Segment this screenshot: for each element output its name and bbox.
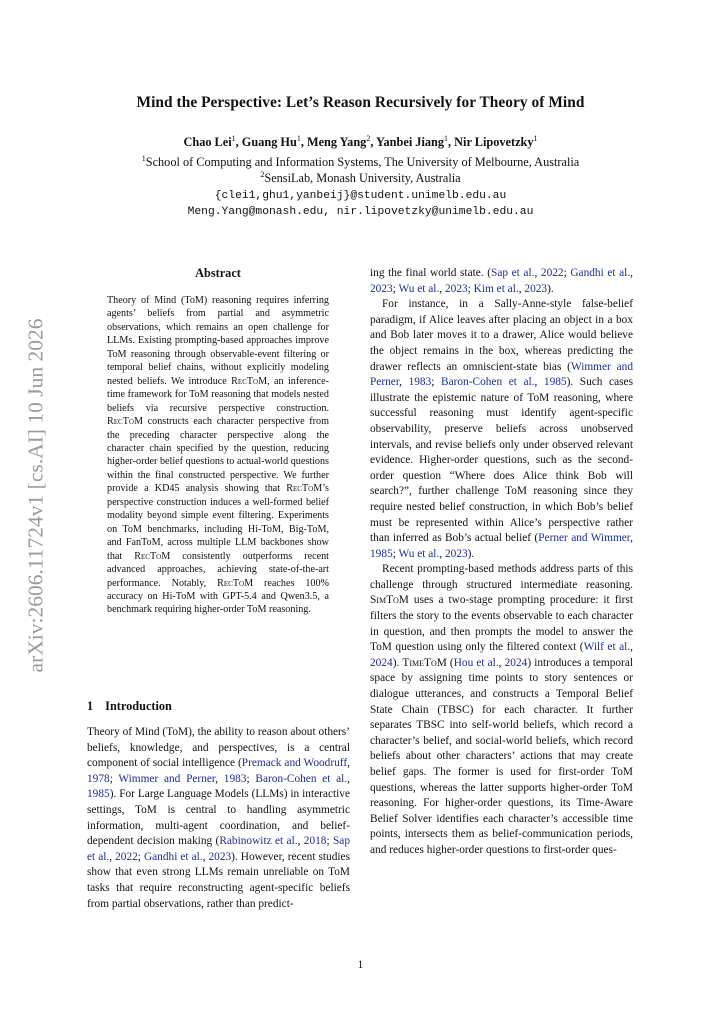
text-run: , xyxy=(439,547,445,560)
affiliation: $^1$School of Computing and Information Systems, The University of Melbourne, Australia xyxy=(141,153,580,169)
text-run: Theory of Mind (ToM), the ability to reason about others’ beliefs, knowledge, and perspectives, is a central component of social intelligence ( xyxy=(87,726,350,770)
text-run: , xyxy=(215,772,224,785)
citation-link[interactable]: Wilf et al. xyxy=(583,641,631,654)
text-run: , xyxy=(630,641,634,654)
text-run: , xyxy=(518,282,525,295)
text-run: ( xyxy=(446,656,454,669)
text-run: , xyxy=(439,282,445,295)
method-name: RecToM xyxy=(231,375,268,387)
citation-link[interactable]: Wimmer and Perner xyxy=(370,360,633,389)
citation-link[interactable]: Premack and Woodruff xyxy=(241,757,348,770)
text-run: ; xyxy=(467,282,474,295)
author: Meng Yang$^2$, xyxy=(306,133,377,149)
text-run: , an inference-time framework for ToM reasoning that models nested beliefs via recursive perspective construction. xyxy=(107,375,329,414)
text-run: ). xyxy=(392,656,403,669)
citation-link[interactable]: Baron-Cohen et al. xyxy=(441,376,535,389)
text-run: uses a two-stage prompting procedure: it first filters the story to the events observable to each character in question, and then prompts the model to answer the ToM question using only the filtered context ( xyxy=(370,594,633,654)
section-heading: 1 Introduction xyxy=(87,699,172,713)
citation-link[interactable]: 2018 xyxy=(303,835,327,848)
paragraph xyxy=(87,725,350,912)
citation-link[interactable]: Wimmer and Perner xyxy=(118,772,216,785)
text-run: , xyxy=(347,772,350,785)
text-run: ’s perspective construction induces a well-formed belief modality beyond simple event filtering. Experiments on ToM benchmarks, including Hi-ToM, Big-ToM, and FanToM, across multiple LLM backbones show that xyxy=(107,483,329,562)
text-run: consistently outperforms recent advanced approaches, achieving state-of-the-art performance. Notably, xyxy=(107,550,329,589)
citation-link[interactable]: 2022 xyxy=(115,850,138,863)
citation-link[interactable]: Perner and Wimmer xyxy=(538,532,631,545)
method-name: SimToM xyxy=(370,594,409,607)
citation-link[interactable]: 1983 xyxy=(408,376,432,389)
text-run: , xyxy=(297,835,304,848)
text-run: , xyxy=(109,850,116,863)
author: Yanbei Jiang$^1$, xyxy=(376,133,455,149)
citation-link[interactable]: Baron-Cohen et al. xyxy=(255,772,348,785)
text-run: , xyxy=(498,656,505,669)
method-name: TimeToM xyxy=(402,656,447,669)
method-name: RecToM xyxy=(217,577,254,589)
affiliation: $^2$SensiLab, Monash University, Australia xyxy=(260,169,461,185)
text-run: , xyxy=(202,850,209,863)
citation-link[interactable]: Gandhi et al. xyxy=(570,267,631,279)
email-line: {clei1,ghu1,yanbeij}@student.unimelb.edu.au xyxy=(214,190,507,202)
citation-link[interactable]: 1983 xyxy=(223,772,247,785)
text-run: , xyxy=(630,532,633,545)
text-run: , xyxy=(399,376,409,389)
text-run: ing the final world state. ( xyxy=(370,267,492,279)
citation-link[interactable]: Sap et al. xyxy=(491,267,535,279)
text-run: ; xyxy=(563,267,571,279)
author: Chao Lei$^1$, xyxy=(183,133,242,149)
author-list xyxy=(0,135,721,150)
citation-link[interactable]: Gandhi et al. xyxy=(143,850,203,863)
text-run: ; xyxy=(246,772,256,785)
citation-link[interactable]: Sap et al. xyxy=(87,835,351,863)
text-run: ; xyxy=(137,850,144,863)
text-run: ). For Large Language Models (LLMs) in interactive settings, ToM is central to handling asymmetric information, multi-agent coordination, and belief-dependent decision making ( xyxy=(87,788,350,848)
citation-link[interactable]: 1985 xyxy=(543,376,567,389)
text-run: , xyxy=(534,267,541,279)
citation-link[interactable]: Kim et al. xyxy=(473,282,519,295)
author: Nir Lipovetzky$^1$ xyxy=(454,133,538,149)
paragraph xyxy=(370,562,633,858)
text-run: , xyxy=(534,376,544,389)
text-run: ; xyxy=(326,835,333,848)
text-run: ; xyxy=(109,772,119,785)
text-run: , xyxy=(630,267,633,279)
abstract-body xyxy=(107,294,329,617)
citation-link[interactable]: Wu et al. xyxy=(398,547,440,560)
arxiv-stamp: arXiv:2606.11724v1 [cs.AI] 10 Jun 2026 xyxy=(23,318,48,672)
citation-link[interactable]: 2024 xyxy=(370,656,393,669)
text-run: ). Such cases illustrate the epistemic nature of ToM reasoning, where successful reasoning must identify agent-specific observability, preserve beliefs across unobserved intervals, and revise beliefs only under observed relevant evidence. Higher-order questions, such as the second-order question “Where does Alice think Bob will search?”, further challenge ToM reasoning since they require nested belief construction, in which Bob’s belief must be represented within Alice’s perspective rather than inferred as Bob’s actual belief ( xyxy=(370,376,633,545)
text-run: ; xyxy=(392,282,399,295)
paragraph xyxy=(370,266,633,297)
citation-link[interactable]: Wu et al. xyxy=(398,282,440,295)
citation-link[interactable]: Hou et al. xyxy=(453,656,499,669)
citation-link[interactable]: 1978 xyxy=(87,772,110,785)
text-run: For instance, in a Sally-Anne-style false-belief paradigm, if Alice leaves after placing an object in a box and Bob later moves it to a drawer, Alice would believe the object remains in the box, whereas predicting the drawer reflects an omniscient-state bias ( xyxy=(370,298,633,373)
text-run: ). xyxy=(467,547,475,560)
citation-link[interactable]: 1985 xyxy=(370,547,393,560)
text-run: Theory of Mind (ToM) reasoning requires inferring agents’ beliefs from partial and asymmetric observations, which remains an open challenge for LLMs. Existing prompting-based approaches improve ToM reasoning through observable-event filtering or temporal belief chains, without explicitly modeling nested beliefs. We introduce xyxy=(107,295,329,387)
citation-link[interactable]: 2023 xyxy=(444,282,468,295)
text-run: Recent prompting-based methods address parts of this challenge through structured intermediate reasoning. xyxy=(370,563,633,591)
citation-link[interactable]: Rabinowitz et al. xyxy=(219,835,298,848)
citation-link[interactable]: 2023 xyxy=(370,282,393,295)
paper-title: Mind the Perspective: Let’s Reason Recursively for Theory of Mind xyxy=(136,94,585,111)
text-run: reaches 100% accuracy on Hi-ToM with GPT-5.4 and Qwen3.5, a benchmark requiring higher-order ToM reasoning. xyxy=(107,577,329,616)
citation-link[interactable]: 2023 xyxy=(524,282,548,295)
paragraph xyxy=(370,297,633,562)
citation-link[interactable]: 2022 xyxy=(540,267,564,279)
text-run: ). xyxy=(547,282,554,295)
text-run: , xyxy=(347,757,350,770)
citation-link[interactable]: 1985 xyxy=(87,788,110,801)
left-column xyxy=(87,725,350,912)
citation-link[interactable]: 2023 xyxy=(444,547,468,560)
text-run: ) introduces a temporal space by assigning time points to story sentences or dialogue utterances, and constructs a Temporal Belief State Chain (TBSC) for each character. It further separates TBSC into self-world beliefs, which record a character’s belief, and social-world beliefs, which record beliefs about other characters’ actions that may create belief gaps. The former is used for first-order ToM questions, whereas the latter supports higher-order ToM reasoning. For higher-order questions, its Time-Aware Belief Solver identifies each character’s accessible time points, intersects them as belief-communication periods, and reduces higher-order questions to first-order ques- xyxy=(370,656,634,856)
email-line: Meng.Yang@monash.edu, nir.lipovetzky@unimelb.edu.au xyxy=(187,206,534,218)
right-column xyxy=(370,266,633,859)
method-name: RecToM xyxy=(286,483,323,495)
author: Guang Hu$^1$, xyxy=(241,133,307,149)
citation-link[interactable]: 2023 xyxy=(208,850,232,863)
page-number: 1 xyxy=(357,959,364,971)
method-name: RecToM xyxy=(107,416,143,428)
method-name: RecToM xyxy=(134,550,171,562)
text-run: ). However, recent studies show that even strong LLMs remain unreliable on ToM tasks that require reconstructing agent-specific beliefs from partial observations, rather than predict- xyxy=(87,850,351,910)
citation-link[interactable]: 2024 xyxy=(504,656,528,669)
text-run: ; xyxy=(431,376,441,389)
text-run: ; xyxy=(392,547,399,560)
abstract-heading: Abstract xyxy=(195,266,241,280)
text-run: constructs each character perspective from the preceding character perspective along the character chain specified by the question, reducing higher-order belief questions to actual-world questions within the final constructed perspective. We further provide a KD45 analysis showing that xyxy=(107,416,329,495)
